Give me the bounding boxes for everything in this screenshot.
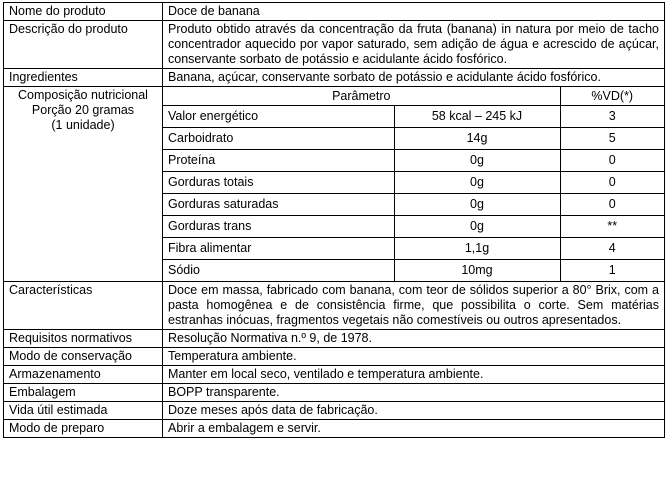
nutrition-row	[163, 238, 664, 260]
value-caracteristicas: Doce em massa, fabricado com banana, com teor de sólidos superior a 80° Brix, com a pasta homogênea e de consistência firme, que possibilita o corte. Sem matérias estranhas inócuas, fragmentos vegetais não comestíveis ou outros apresentados.	[163, 282, 665, 330]
nutrient-vd: 0	[560, 194, 664, 216]
nutrition-header-row	[163, 87, 664, 106]
nutrient-amount: 1,1g	[394, 238, 560, 260]
label-ingredientes: Ingredientes	[4, 69, 163, 87]
row-requisitos	[4, 330, 665, 348]
nutrition-row	[163, 172, 664, 194]
nutrient-amount: 10mg	[394, 260, 560, 282]
nutrient-vd: **	[560, 216, 664, 238]
composicao-title: Composição nutricional	[18, 88, 148, 102]
value-preparo: Abrir a embalagem e servir.	[163, 420, 665, 438]
nutrient-name: Proteína	[163, 150, 394, 172]
product-spec-table	[3, 2, 665, 438]
row-composicao	[4, 87, 665, 282]
row-vida-util	[4, 402, 665, 420]
nutrition-row	[163, 128, 664, 150]
composicao-porcao: Porção 20 gramas	[31, 103, 135, 117]
nutrient-amount: 0g	[394, 172, 560, 194]
value-descricao: Produto obtido através da concentração da fruta (banana) in natura por meio de tacho concentrador aquecido por vapor saturado, sem adição de água e acrescido de açúcar, conservante sorbato de potássio e acidulante ácido fosfórico.	[163, 21, 665, 69]
row-nome	[4, 3, 665, 21]
nutrient-name: Sódio	[163, 260, 394, 282]
nutrient-name: Carboidrato	[163, 128, 394, 150]
value-ingredientes: Banana, açúcar, conservante sorbato de potássio e acidulante ácido fosfórico.	[163, 69, 665, 87]
composicao-unidade: (1 unidade)	[51, 118, 115, 132]
label-nome: Nome do produto	[4, 3, 163, 21]
nutrient-name: Valor energético	[163, 106, 394, 128]
value-conservacao: Temperatura ambiente.	[163, 348, 665, 366]
nutrition-row	[163, 106, 664, 128]
label-embalagem: Embalagem	[4, 384, 163, 402]
row-descricao	[4, 21, 665, 69]
nutrition-row	[163, 150, 664, 172]
nutrient-name: Gorduras trans	[163, 216, 394, 238]
value-armazenamento: Manter em local seco, ventilado e temperatura ambiente.	[163, 366, 665, 384]
nutrition-row	[163, 194, 664, 216]
nutrient-vd: 0	[560, 150, 664, 172]
label-armazenamento: Armazenamento	[4, 366, 163, 384]
nutrient-amount: 0g	[394, 194, 560, 216]
label-descricao: Descrição do produto	[4, 21, 163, 69]
label-composicao	[4, 87, 163, 282]
nutrient-amount: 0g	[394, 216, 560, 238]
nutrition-cell	[163, 87, 665, 282]
nutrient-name: Fibra alimentar	[163, 238, 394, 260]
label-conservacao: Modo de conservação	[4, 348, 163, 366]
row-ingredientes	[4, 69, 665, 87]
row-caracteristicas	[4, 282, 665, 330]
label-preparo: Modo de preparo	[4, 420, 163, 438]
label-requisitos: Requisitos normativos	[4, 330, 163, 348]
nutrient-vd: 3	[560, 106, 664, 128]
value-nome: Doce de banana	[163, 3, 665, 21]
nutrition-table	[163, 87, 664, 281]
row-conservacao	[4, 348, 665, 366]
nutrient-amount: 0g	[394, 150, 560, 172]
value-embalagem: BOPP transparente.	[163, 384, 665, 402]
nutrient-name: Gorduras saturadas	[163, 194, 394, 216]
nutrition-header-param: Parâmetro	[163, 87, 560, 106]
row-armazenamento	[4, 366, 665, 384]
value-vida-util: Doze meses após data de fabricação.	[163, 402, 665, 420]
nutrition-row	[163, 216, 664, 238]
nutrient-amount: 58 kcal – 245 kJ	[394, 106, 560, 128]
nutrition-row	[163, 260, 664, 282]
label-vida-util: Vida útil estimada	[4, 402, 163, 420]
nutrient-vd: 1	[560, 260, 664, 282]
nutrient-vd: 4	[560, 238, 664, 260]
label-caracteristicas: Características	[4, 282, 163, 330]
nutrient-name: Gorduras totais	[163, 172, 394, 194]
row-embalagem	[4, 384, 665, 402]
nutrient-vd: 0	[560, 172, 664, 194]
nutrient-amount: 14g	[394, 128, 560, 150]
row-preparo	[4, 420, 665, 438]
value-requisitos: Resolução Normativa n.º 9, de 1978.	[163, 330, 665, 348]
nutrition-header-vd: %VD(*)	[560, 87, 664, 106]
nutrient-vd: 5	[560, 128, 664, 150]
